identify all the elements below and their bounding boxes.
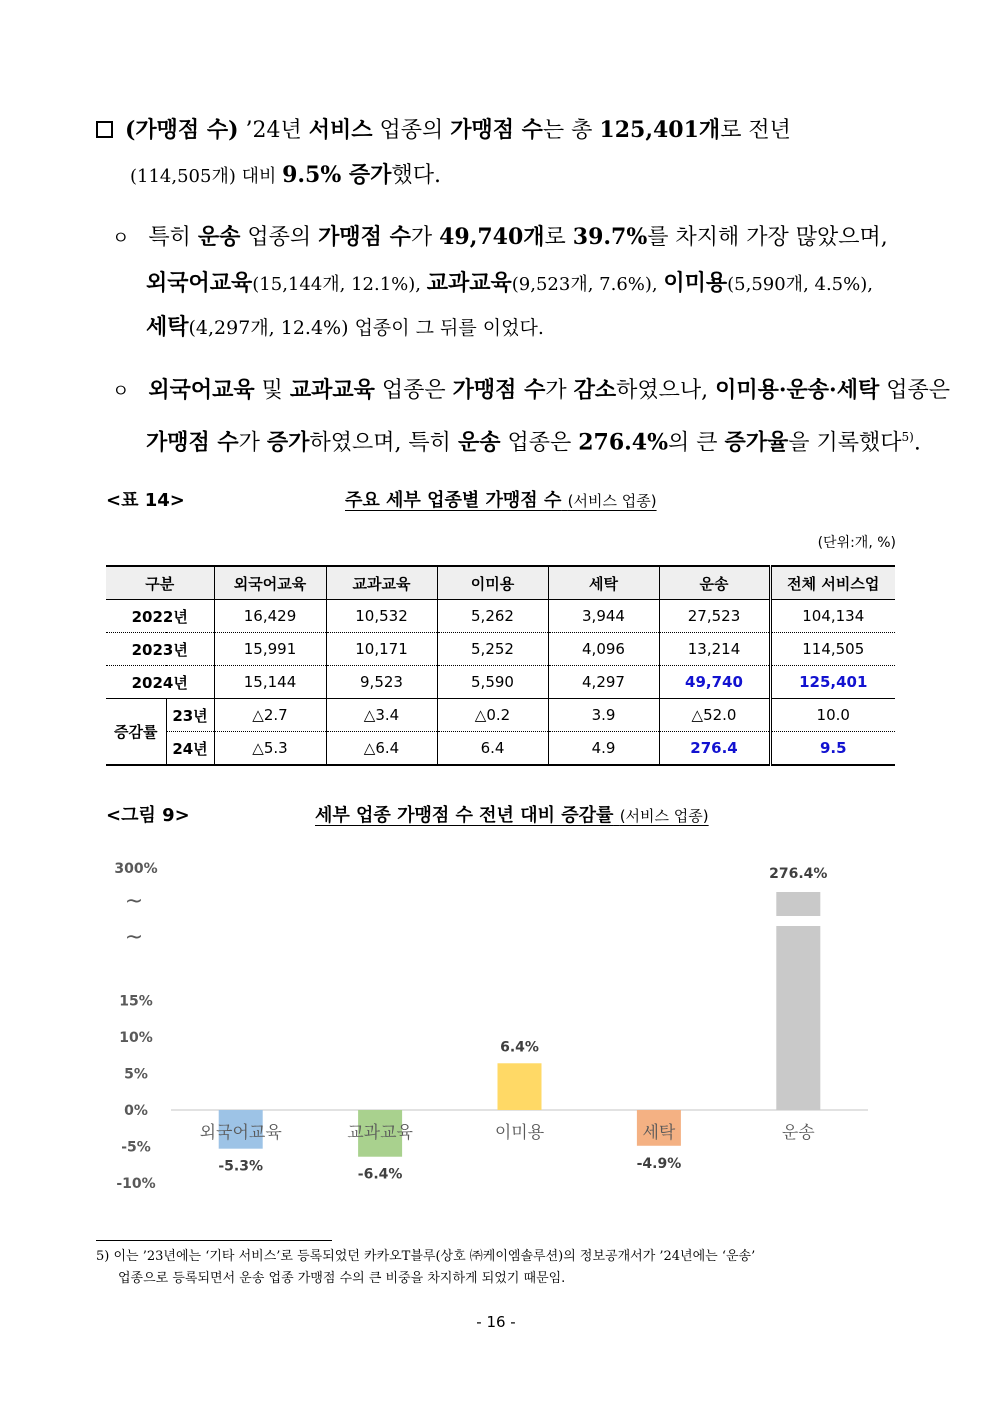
text: 하였으며, 특히 [309, 430, 458, 456]
category-label: 운송 [781, 1123, 815, 1143]
footnote-divider [96, 1240, 332, 1241]
axis-break-icon: ~ [124, 925, 144, 950]
table-cell: 10,532 [326, 600, 437, 633]
category-label: 교과교육 [347, 1123, 413, 1143]
text: (9,523개, 7.6%), [511, 274, 664, 295]
text-bold: 교과교육 [426, 270, 512, 296]
header-cell: 운송 [659, 566, 770, 600]
table-cell: 15,991 [214, 633, 326, 666]
header-cell: 전체 서비스업 [770, 566, 895, 600]
text: 했다. [391, 163, 441, 188]
table-cell: 5,252 [437, 633, 548, 666]
table-cell: △0.2 [437, 699, 548, 732]
paragraph-2-line-2 [146, 261, 873, 307]
table-cell-highlight: 276.4 [659, 732, 770, 766]
row-label: 2023년 [106, 633, 214, 666]
para1-label: (가맹점 수) [125, 117, 239, 143]
data-label: -6.4% [357, 1166, 403, 1183]
text-bold: 이미용·운송·세탁 [715, 377, 880, 403]
category-label: 외국어교육 [199, 1123, 282, 1143]
table-cell-highlight: 49,740 [659, 666, 770, 699]
text: 로 [544, 225, 573, 250]
text: 가 [410, 225, 440, 250]
data-table [106, 565, 895, 766]
row-label: 24년 [166, 732, 214, 766]
table-cell: △52.0 [659, 699, 770, 732]
text-bold: 가맹점 수 [452, 377, 546, 403]
table-cell-highlight: 9.5 [770, 732, 895, 766]
table-cell: 10,171 [326, 633, 437, 666]
table-cell: △2.7 [214, 699, 326, 732]
text-bold: 운송 [457, 429, 501, 456]
row-label: 2022년 [106, 600, 214, 633]
growth-label: 증감률 [106, 699, 166, 766]
y-tick-label: -10% [116, 1176, 156, 1192]
y-tick-label: 15% [119, 993, 153, 1010]
text: 를 차지해 가장 많았으며, [647, 225, 888, 250]
table-row [106, 666, 895, 699]
table-cell: 4,297 [548, 666, 659, 699]
table-cell: 6.4 [437, 732, 548, 766]
text: 로 전년 [720, 118, 791, 143]
table-cell: 5,262 [437, 600, 548, 633]
text: 의 큰 [668, 430, 725, 456]
table-cell: 3.9 [548, 699, 659, 732]
row-label: 2024년 [106, 666, 214, 699]
table-cell: 13,214 [659, 633, 770, 666]
text: 하였으나, [616, 378, 716, 403]
paragraph-2-line-3 [146, 305, 544, 350]
text-bold: 교과교육 [289, 377, 375, 403]
bullet-icon: ㅇ [112, 228, 130, 249]
text: 가 [545, 378, 574, 403]
text: 업종의 [240, 225, 319, 250]
text-bold: 이미용 [663, 270, 728, 296]
footnote-mark: 5) [96, 1249, 110, 1264]
y-tick-label: 10% [119, 1030, 153, 1046]
text-bold: 9.5% 증가 [282, 162, 392, 188]
figure-title-text: 세부 업종 가맹점 수 전년 대비 증감률 [315, 805, 614, 826]
text-bold: 감소 [573, 377, 617, 403]
table-caption: <표 14> [106, 490, 185, 511]
table-cell: △3.4 [326, 699, 437, 732]
bar-chart [96, 840, 896, 1210]
table-header-row [106, 566, 895, 600]
table-cell: 4,096 [548, 633, 659, 666]
table-cell: △6.4 [326, 732, 437, 766]
text-bold: 39.7% [572, 224, 648, 250]
header-cell: 구분 [106, 566, 214, 600]
text: (15,144개, 12.1%), [252, 274, 427, 295]
data-label: -4.9% [636, 1155, 682, 1172]
text: 업종은 [500, 430, 579, 456]
figure-title-suffix: (서비스 업종) [619, 807, 709, 825]
footnote-line-2: 업종으로 등록되면서 운송 업종 가맹점 수의 큰 비중을 차지하게 되었기 때문임. [118, 1271, 566, 1286]
text: 을 기록했다 [788, 430, 902, 456]
checkbox-icon [96, 121, 113, 138]
page-number: - 16 - [476, 1313, 516, 1331]
text: (4,297개, 12.4%) 업종이 그 뒤를 이었다. [188, 317, 544, 339]
table-cell: 16,429 [214, 600, 326, 633]
table-cell: 104,134 [770, 600, 895, 633]
text-bold: 운송 [197, 224, 241, 250]
header-cell: 교과교육 [326, 566, 437, 600]
axis-break-icon: ~ [124, 889, 144, 914]
text-bold: 가맹점 수 [318, 224, 411, 250]
table-cell: △5.3 [214, 732, 326, 766]
table-cell: 27,523 [659, 600, 770, 633]
text-bold: 가맹점 수 [146, 429, 239, 456]
text: (114,505개) 대비 [130, 166, 283, 187]
bar [776, 926, 820, 1110]
bar [776, 892, 820, 916]
y-tick-label: 0% [124, 1103, 148, 1119]
text-bold: 276.4% [578, 429, 668, 456]
header-cell: 외국어교육 [214, 566, 326, 600]
row-label: 23년 [166, 699, 214, 732]
table-cell: 5,590 [437, 666, 548, 699]
footnote-line-1: 이는 ’23년에는 ‘기타 서비스’로 등록되었던 카카오T블루(상호 ㈜케이엠솔루션)의 정보공개서가 ’24년에는 ‘운송’ [113, 1249, 756, 1264]
y-tick-label: -5% [121, 1139, 151, 1156]
footnote-ref[interactable]: 5) [901, 430, 914, 444]
text-bold: 49,740개 [439, 224, 545, 250]
table-cell: 3,944 [548, 600, 659, 633]
table-cell: 114,505 [770, 633, 895, 666]
table-cell: 10.0 [770, 699, 895, 732]
paragraph-2-line-1 [112, 215, 888, 261]
data-label: 6.4% [500, 1039, 539, 1056]
text-bold: 외국어교육 [146, 270, 253, 296]
text-bold: 125,401개 [599, 117, 721, 143]
paragraph-3-line-2 [146, 415, 921, 465]
paragraph-3-line-1 [112, 368, 950, 414]
figure-title [315, 801, 709, 827]
text: 업종의 [372, 118, 451, 143]
text: . [913, 430, 921, 456]
table-title [345, 486, 657, 512]
paragraph-1-line-1 [96, 108, 791, 153]
bullet-icon: ㅇ [112, 381, 130, 402]
table-row [106, 600, 895, 633]
table-row [106, 699, 895, 732]
table-title-text: 주요 세부 업종별 가맹점 수 [345, 490, 562, 511]
text-bold: 증가율 [724, 429, 789, 456]
text: 및 [254, 378, 290, 403]
text-bold: 가맹점 수 [450, 117, 543, 143]
category-label: 이미용 [494, 1123, 545, 1143]
paragraph-1-line-2 [130, 153, 441, 199]
table-unit: (단위:개, %) [817, 535, 896, 551]
table-cell-highlight: 125,401 [770, 666, 895, 699]
text-bold: 세탁 [146, 314, 189, 340]
table-cell: 4.9 [548, 732, 659, 766]
y-tick-label: 300% [114, 861, 158, 877]
bar [498, 1063, 542, 1110]
header-cell: 세탁 [548, 566, 659, 600]
text: 는 총 [542, 118, 600, 143]
figure-caption: <그림 9> [106, 805, 190, 826]
header-cell: 이미용 [437, 566, 548, 600]
text-bold: 서비스 [308, 117, 373, 143]
text-bold: 외국어교육 [148, 377, 255, 403]
text: 업종은 [879, 378, 950, 403]
table-row [106, 633, 895, 666]
category-label: 세탁 [642, 1123, 676, 1143]
text-bold: 증가 [266, 429, 310, 456]
footnote [96, 1246, 755, 1268]
text: 업종은 [374, 378, 453, 403]
data-label: -5.3% [218, 1158, 264, 1175]
y-tick-label: 5% [124, 1066, 148, 1083]
data-label: 276.4% [769, 866, 828, 882]
table-title-suffix: (서비스 업종) [567, 492, 657, 510]
table-cell: 9,523 [326, 666, 437, 699]
text: 특히 [148, 225, 198, 250]
table-row [106, 732, 895, 766]
text: (5,590개, 4.5%), [727, 274, 873, 295]
table-cell: 15,144 [214, 666, 326, 699]
text: 가 [238, 430, 267, 456]
text: ’24년 [238, 118, 309, 143]
